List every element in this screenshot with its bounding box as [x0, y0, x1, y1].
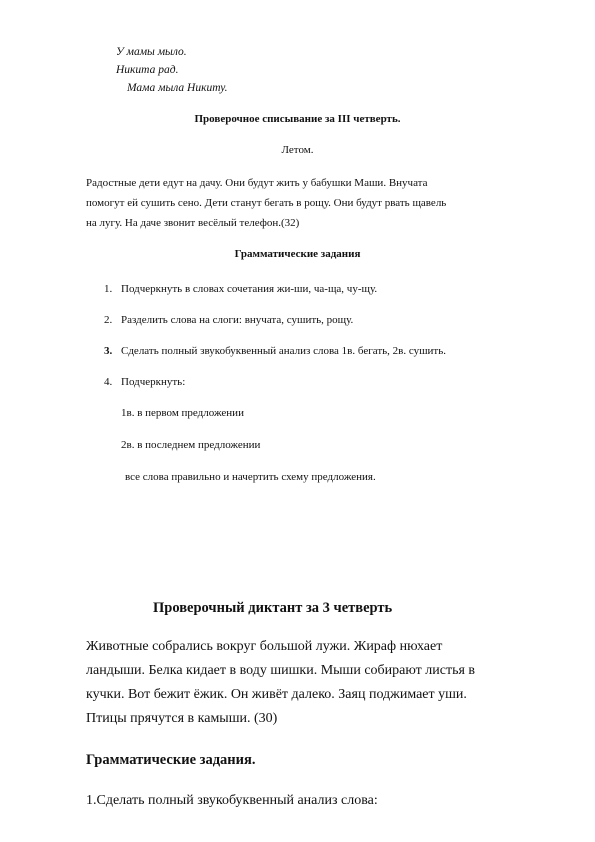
handwriting-line-3: Мама мыла Никиту. [127, 82, 228, 94]
copy-text-line-2: помогут ей сушить сено. Дети станут бегать в рощу. Они будут рвать щавель [86, 197, 447, 209]
dictation-line-3: кучки. Вот бежит ёжик. Он живёт далеко. Заяц поджимает уши. [86, 687, 467, 702]
task-3-num: 3. [104, 345, 113, 357]
task-4-variant-1: 1в. в первом предложении [121, 407, 244, 419]
copy-text-line-1: Радостные дети едут на дачу. Они будут жить у бабушки Маши. Внучата [86, 177, 428, 189]
dictation-title: Проверочный диктант за 3 четверть [153, 600, 393, 616]
task-4-text: Подчеркнуть: [121, 376, 186, 388]
task-4-variant-2: 2в. в последнем предложении [121, 439, 261, 451]
handwriting-line-2: Никита рад. [116, 64, 179, 76]
dictation-line-2: ландыши. Белка кидает в воду шишки. Мыши собирают листья в [86, 663, 475, 678]
task-4-num: 4. [104, 376, 113, 388]
handwriting-line-1: У мамы мыло. [116, 46, 187, 58]
copy-test-subtitle: Летом. [281, 144, 314, 156]
dictation-task-1: 1.Сделать полный звукобуквенный анализ слова: [86, 793, 378, 808]
dictation-tasks-heading: Грамматические задания. [86, 752, 256, 768]
copy-tasks-heading: Грамматические задания [234, 248, 361, 260]
copy-test-title: Проверочное списывание за III четверть. [194, 113, 401, 125]
dictation-line-1: Животные собрались вокруг большой лужи. Жираф нюхает [86, 639, 443, 654]
task-4-instruction: все слова правильно и начертить схему предложения. [125, 471, 376, 483]
task-1-num: 1. [104, 283, 113, 295]
task-2-num: 2. [104, 314, 113, 326]
task-1-text: Подчеркнуть в словах сочетания жи-ши, ча-ща, чу-щу. [121, 283, 378, 295]
task-3-text: Сделать полный звукобуквенный анализ слова 1в. бегать, 2в. сушить. [121, 345, 446, 357]
task-2-text: Разделить слова на слоги: внучата, сушить, рощу. [121, 314, 354, 326]
dictation-line-4: Птицы прячутся в камыши. (30) [86, 711, 278, 726]
copy-text-line-3: на лугу. На даче звонит весёлый телефон.(32) [86, 217, 300, 229]
